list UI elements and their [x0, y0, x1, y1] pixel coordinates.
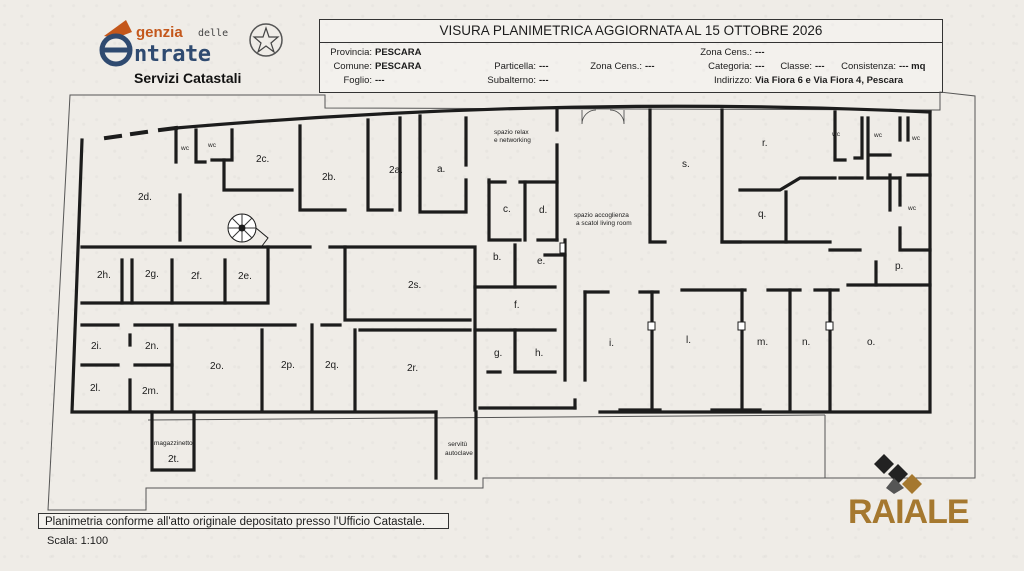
room-2b: 2b. [322, 172, 336, 183]
field-indirizzo: Indirizzo: Via Fiora 6 e Via Fiora 4, Pescara [713, 75, 904, 86]
field-zona-cens-mid: Zona Cens.: --- [590, 61, 655, 72]
field-zona-cens-right: Zona Cens.: --- [700, 47, 765, 58]
room-2q: 2q. [325, 360, 339, 371]
room-servitu-1: servitù [448, 441, 468, 448]
room-2l: 2l. [90, 383, 101, 394]
room-accoglienza-2: a scatol living room [576, 220, 632, 227]
room-wc-1: wc [181, 145, 189, 152]
room-wc-4: wc [874, 132, 882, 139]
document-title: VISURA PLANIMETRICA AGGIORNATA AL 15 OTTOBRE 2026 [320, 20, 942, 43]
room-wc-6: wc [908, 205, 916, 212]
spiral-staircase-icon [228, 214, 268, 246]
field-classe: Classe: --- [780, 61, 825, 72]
room-2g: 2g. [145, 269, 159, 280]
room-wc-5: wc [912, 135, 920, 142]
scale-label: Scala: 1:100 [47, 535, 109, 547]
room-b: b. [493, 252, 502, 263]
logo-genzia-text: genzia [136, 24, 183, 41]
room-2o: 2o. [210, 361, 224, 372]
room-q: q. [758, 209, 767, 220]
room-o: o. [867, 337, 876, 348]
room-f: f. [514, 300, 520, 311]
field-particella: Particella: --- [494, 61, 549, 72]
room-h: h. [535, 348, 544, 359]
room-2i: 2i. [91, 341, 102, 352]
room-s: s. [682, 159, 690, 170]
field-provincia: Provincia: PESCARA [330, 47, 422, 58]
room-2f: 2f. [191, 271, 203, 282]
logo-delle-text: delle [198, 28, 229, 39]
room-2r: 2r. [407, 363, 419, 374]
room-relax-2: e networking [494, 137, 531, 144]
entrance-door-icon [582, 110, 624, 124]
room-c: c. [503, 204, 511, 215]
room-e: e. [537, 256, 546, 267]
room-2s: 2s. [408, 280, 422, 291]
room-2m: 2m. [142, 386, 159, 397]
room-wc-3: wc [832, 131, 840, 138]
room-d: d. [539, 205, 548, 216]
field-categoria: Categoria: --- [708, 61, 765, 72]
room-i: i. [609, 338, 614, 349]
room-l: l. [686, 335, 691, 346]
room-n: n. [802, 337, 811, 348]
room-2t: 2t. [168, 454, 180, 465]
room-2h: 2h. [97, 270, 111, 281]
room-2c: 2c. [256, 154, 270, 165]
field-foglio: Foglio: --- [343, 75, 385, 86]
logo-ntrate-text: ntrate [134, 42, 211, 67]
room-2p: 2p. [281, 360, 295, 371]
room-magazzinetto: magazzinetto [154, 440, 193, 447]
field-subalterno: Subalterno: --- [487, 75, 549, 86]
room-m: m. [757, 337, 769, 348]
room-g: g. [494, 348, 503, 359]
room-servitu-2: autoclave [445, 450, 473, 457]
logo-subtitle: Servizi Catastali [134, 70, 242, 86]
building-walls [72, 106, 930, 478]
room-wc-2: wc [208, 142, 216, 149]
room-2e: 2e. [238, 271, 252, 282]
room-2n: 2n. [145, 341, 159, 352]
raiale-brand [846, 450, 986, 530]
room-p: p. [895, 261, 904, 272]
door-markers [560, 243, 833, 330]
field-comune: Comune: PESCARA [333, 61, 422, 72]
room-relax-1: spazio relax [494, 129, 529, 136]
room-accoglienza-1: spazio accoglienza [574, 212, 629, 219]
room-2a: 2a. [389, 165, 403, 176]
brand-name: RAIALE [848, 493, 969, 531]
room-2d: 2d. [138, 192, 152, 203]
room-r: r. [762, 138, 768, 149]
raiale-logo-icon [846, 450, 986, 496]
room-a: a. [437, 164, 446, 175]
conformity-note: Planimetria conforme all'atto originale depositato presso l'Ufficio Catastale. [38, 513, 449, 529]
field-consistenza: Consistenza: --- mq [841, 61, 926, 72]
